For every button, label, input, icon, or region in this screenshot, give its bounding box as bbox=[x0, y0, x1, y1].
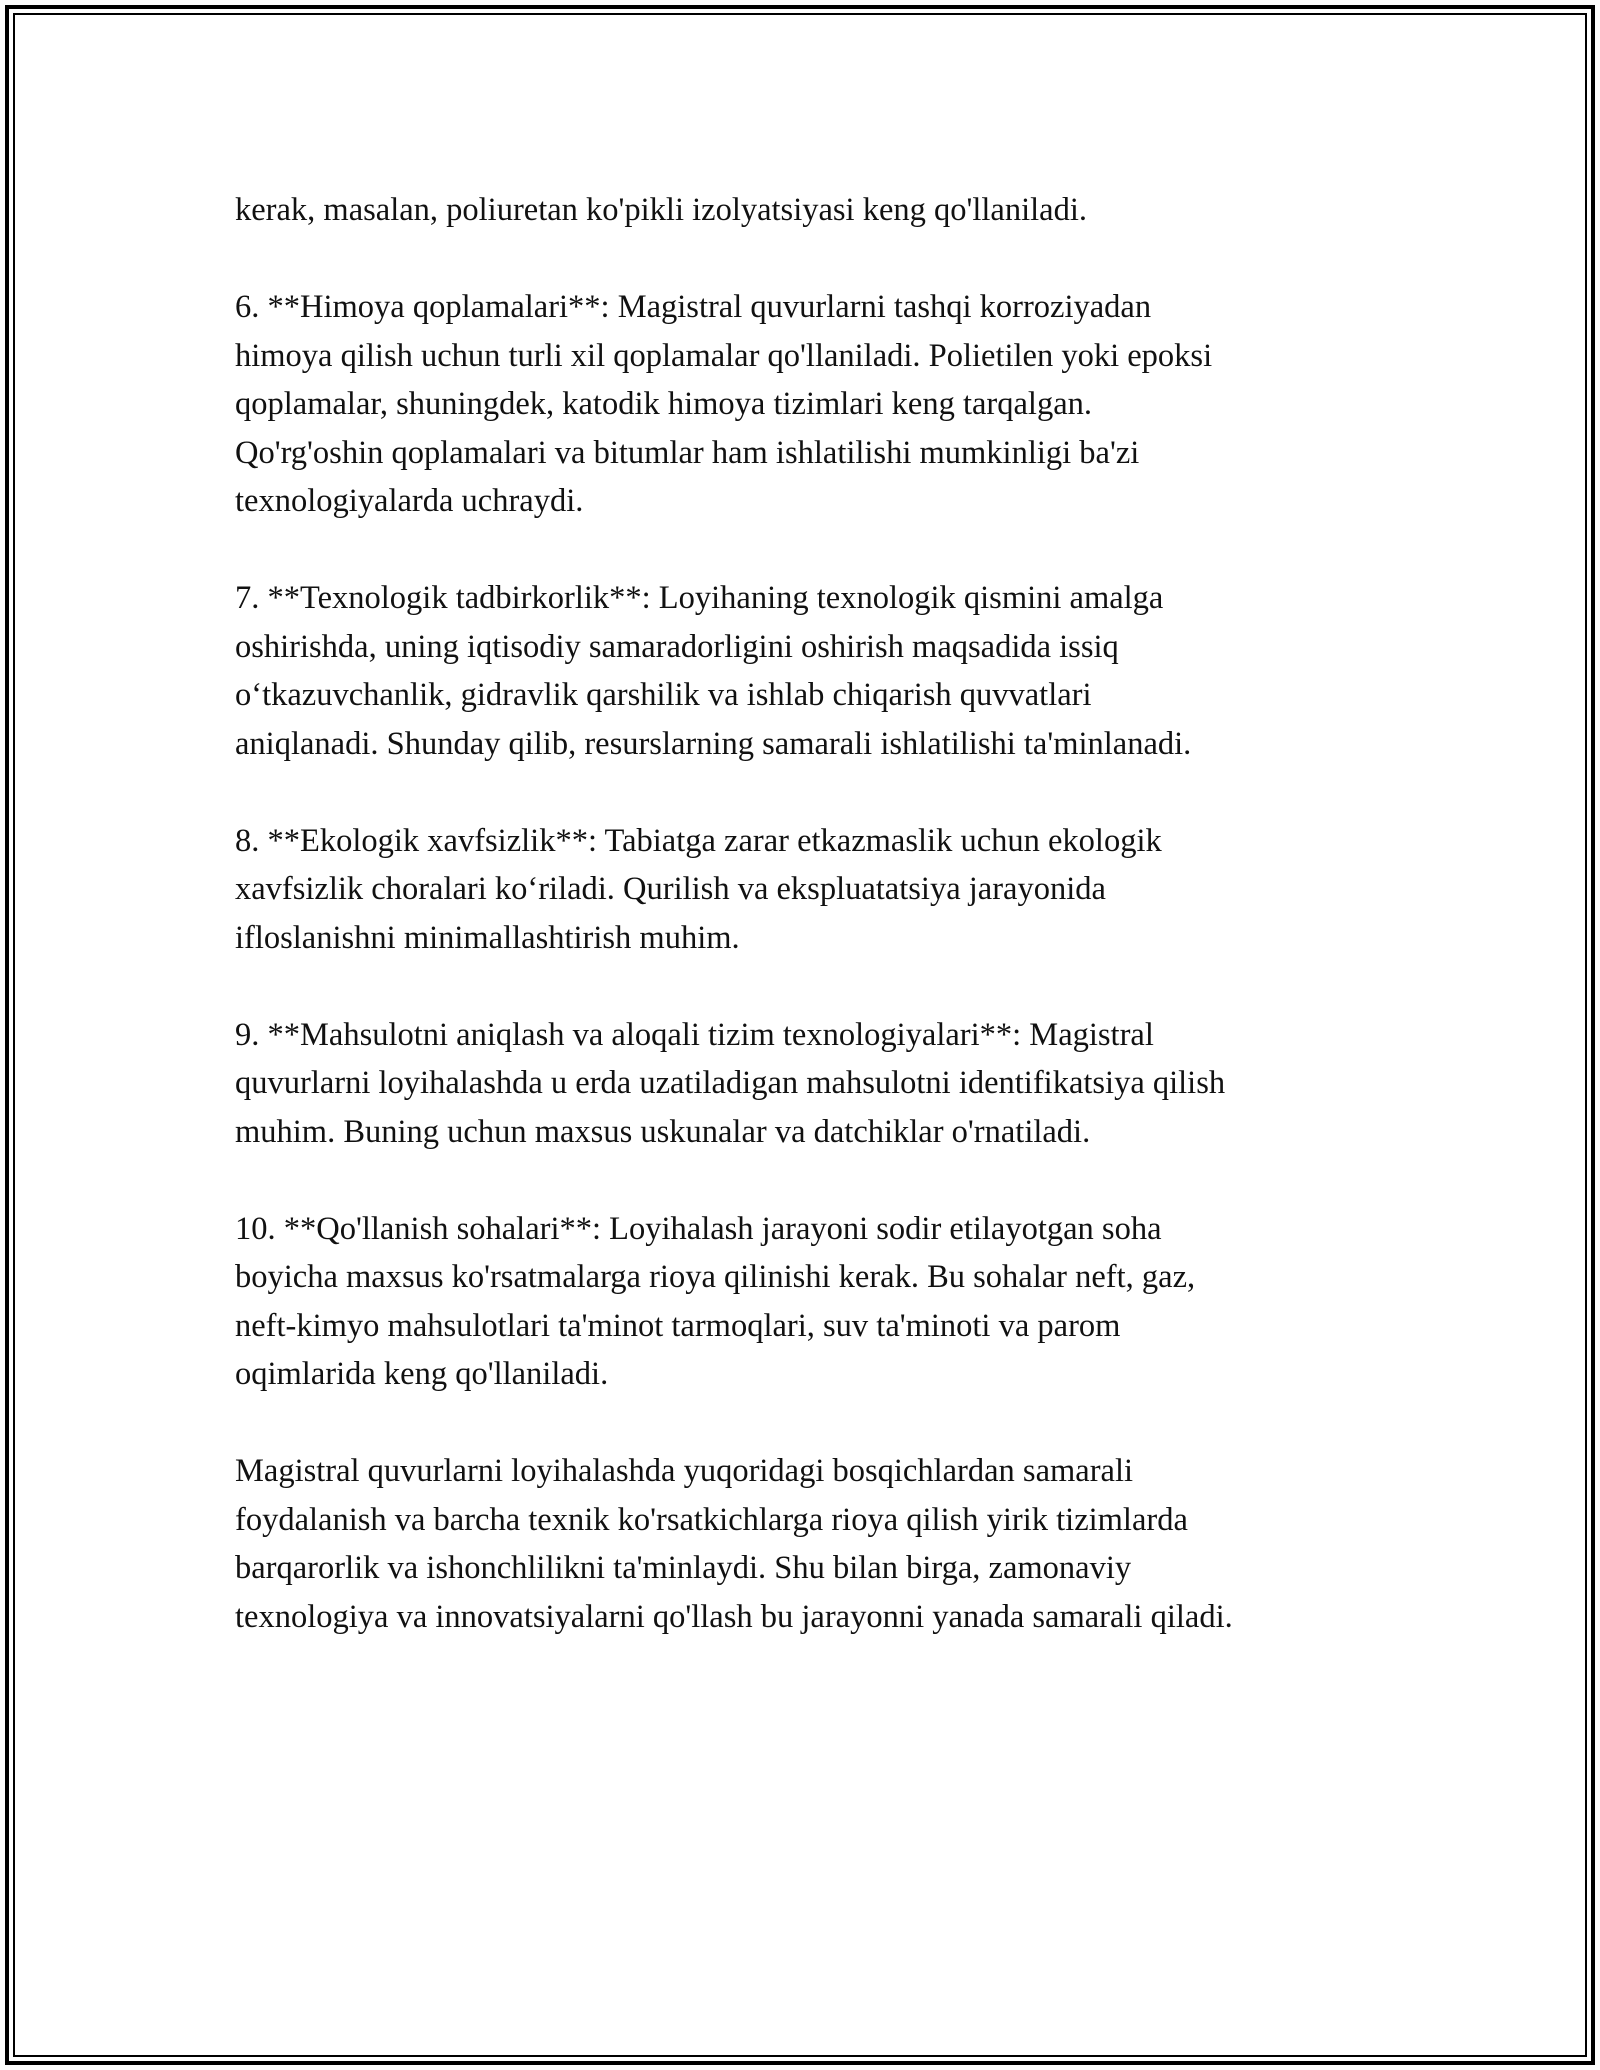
paragraph-conclusion: Magistral quvurlarni loyihalashda yuqoridagi bosqichlardan samarali foydalanish va barcha texnik ko'rsatkichlarga rioya qilish yirik tizimlarda barqarorlik va ishonchlilikni ta'minlaydi. Shu bilan birga, zamonaviy texnologiya va innovatsiyalarni qo'llash bu jarayonni yanada samarali qiladi. bbox=[235, 1453, 1233, 1635]
paragraph-mahsulotni-aniqlash: 9. **Mahsulotni aniqlash va aloqali tizim texnologiyalari**: Magistral quvurlarni loyihalashda u erda uzatiladigan mahsulotni identifikatsiya qilish muhim. Buning uchun maxsus uskunalar va datchiklar o'rnatiladi. bbox=[235, 1016, 1226, 1150]
paragraph-himoya-qoplamalari: 6. **Himoya qoplamalari**: Magistral quvurlarni tashqi korroziyadan himoya qilish uchun turli xil qoplamalar qo'llaniladi. Polietilen yoki epoksi qoplamalar, shuningdek, katodik himoya tizimlari keng tarqalgan. Qo'rg'oshin qoplamalari va bitumlar ham ishlatilishi mumkinligi ba'zi texnologiyalarda uchraydi. bbox=[235, 289, 1213, 519]
paragraph-ekologik-xavfsizlik: 8. **Ekologik xavfsizlik**: Tabiatga zarar etkazmaslik uchun ekologik xavfsizlik choralari ko‘riladi. Qurilish va ekspluatatsiya jarayonida ifloslanishni minimallashtirish muhim. bbox=[235, 822, 1162, 956]
paragraph-continuation: kerak, masalan, poliuretan ko'pikli izolyatsiyasi keng qo'llaniladi. bbox=[235, 192, 1087, 228]
document-body bbox=[235, 186, 1375, 1641]
paragraph-qollanish-sohalari: 10. **Qo'llanish sohalari**: Loyihalash jarayoni sodir etilayotgan soha boyicha maxsus ko'rsatmalarga rioya qilinishi kerak. Bu sohalar neft, gaz, neft-kimyo mahsulotlari ta'minot tarmoqlari, suv ta'minoti va parom oqimlarida keng qo'llaniladi. bbox=[235, 1210, 1196, 1392]
paragraph-texnologik-tadbirkorlik: 7. **Texnologik tadbirkorlik**: Loyihaning texnologik qismini amalga oshirishda, uning iqtisodiy samaradorligini oshirish maqsadida issiq o‘tkazuvchanlik, gidravlik qarshilik va ishlab chiqarish quvvatlari aniqlanadi. Shunday qilib, resurslarning samarali ishlatilishi ta'minlanadi. bbox=[235, 580, 1192, 762]
